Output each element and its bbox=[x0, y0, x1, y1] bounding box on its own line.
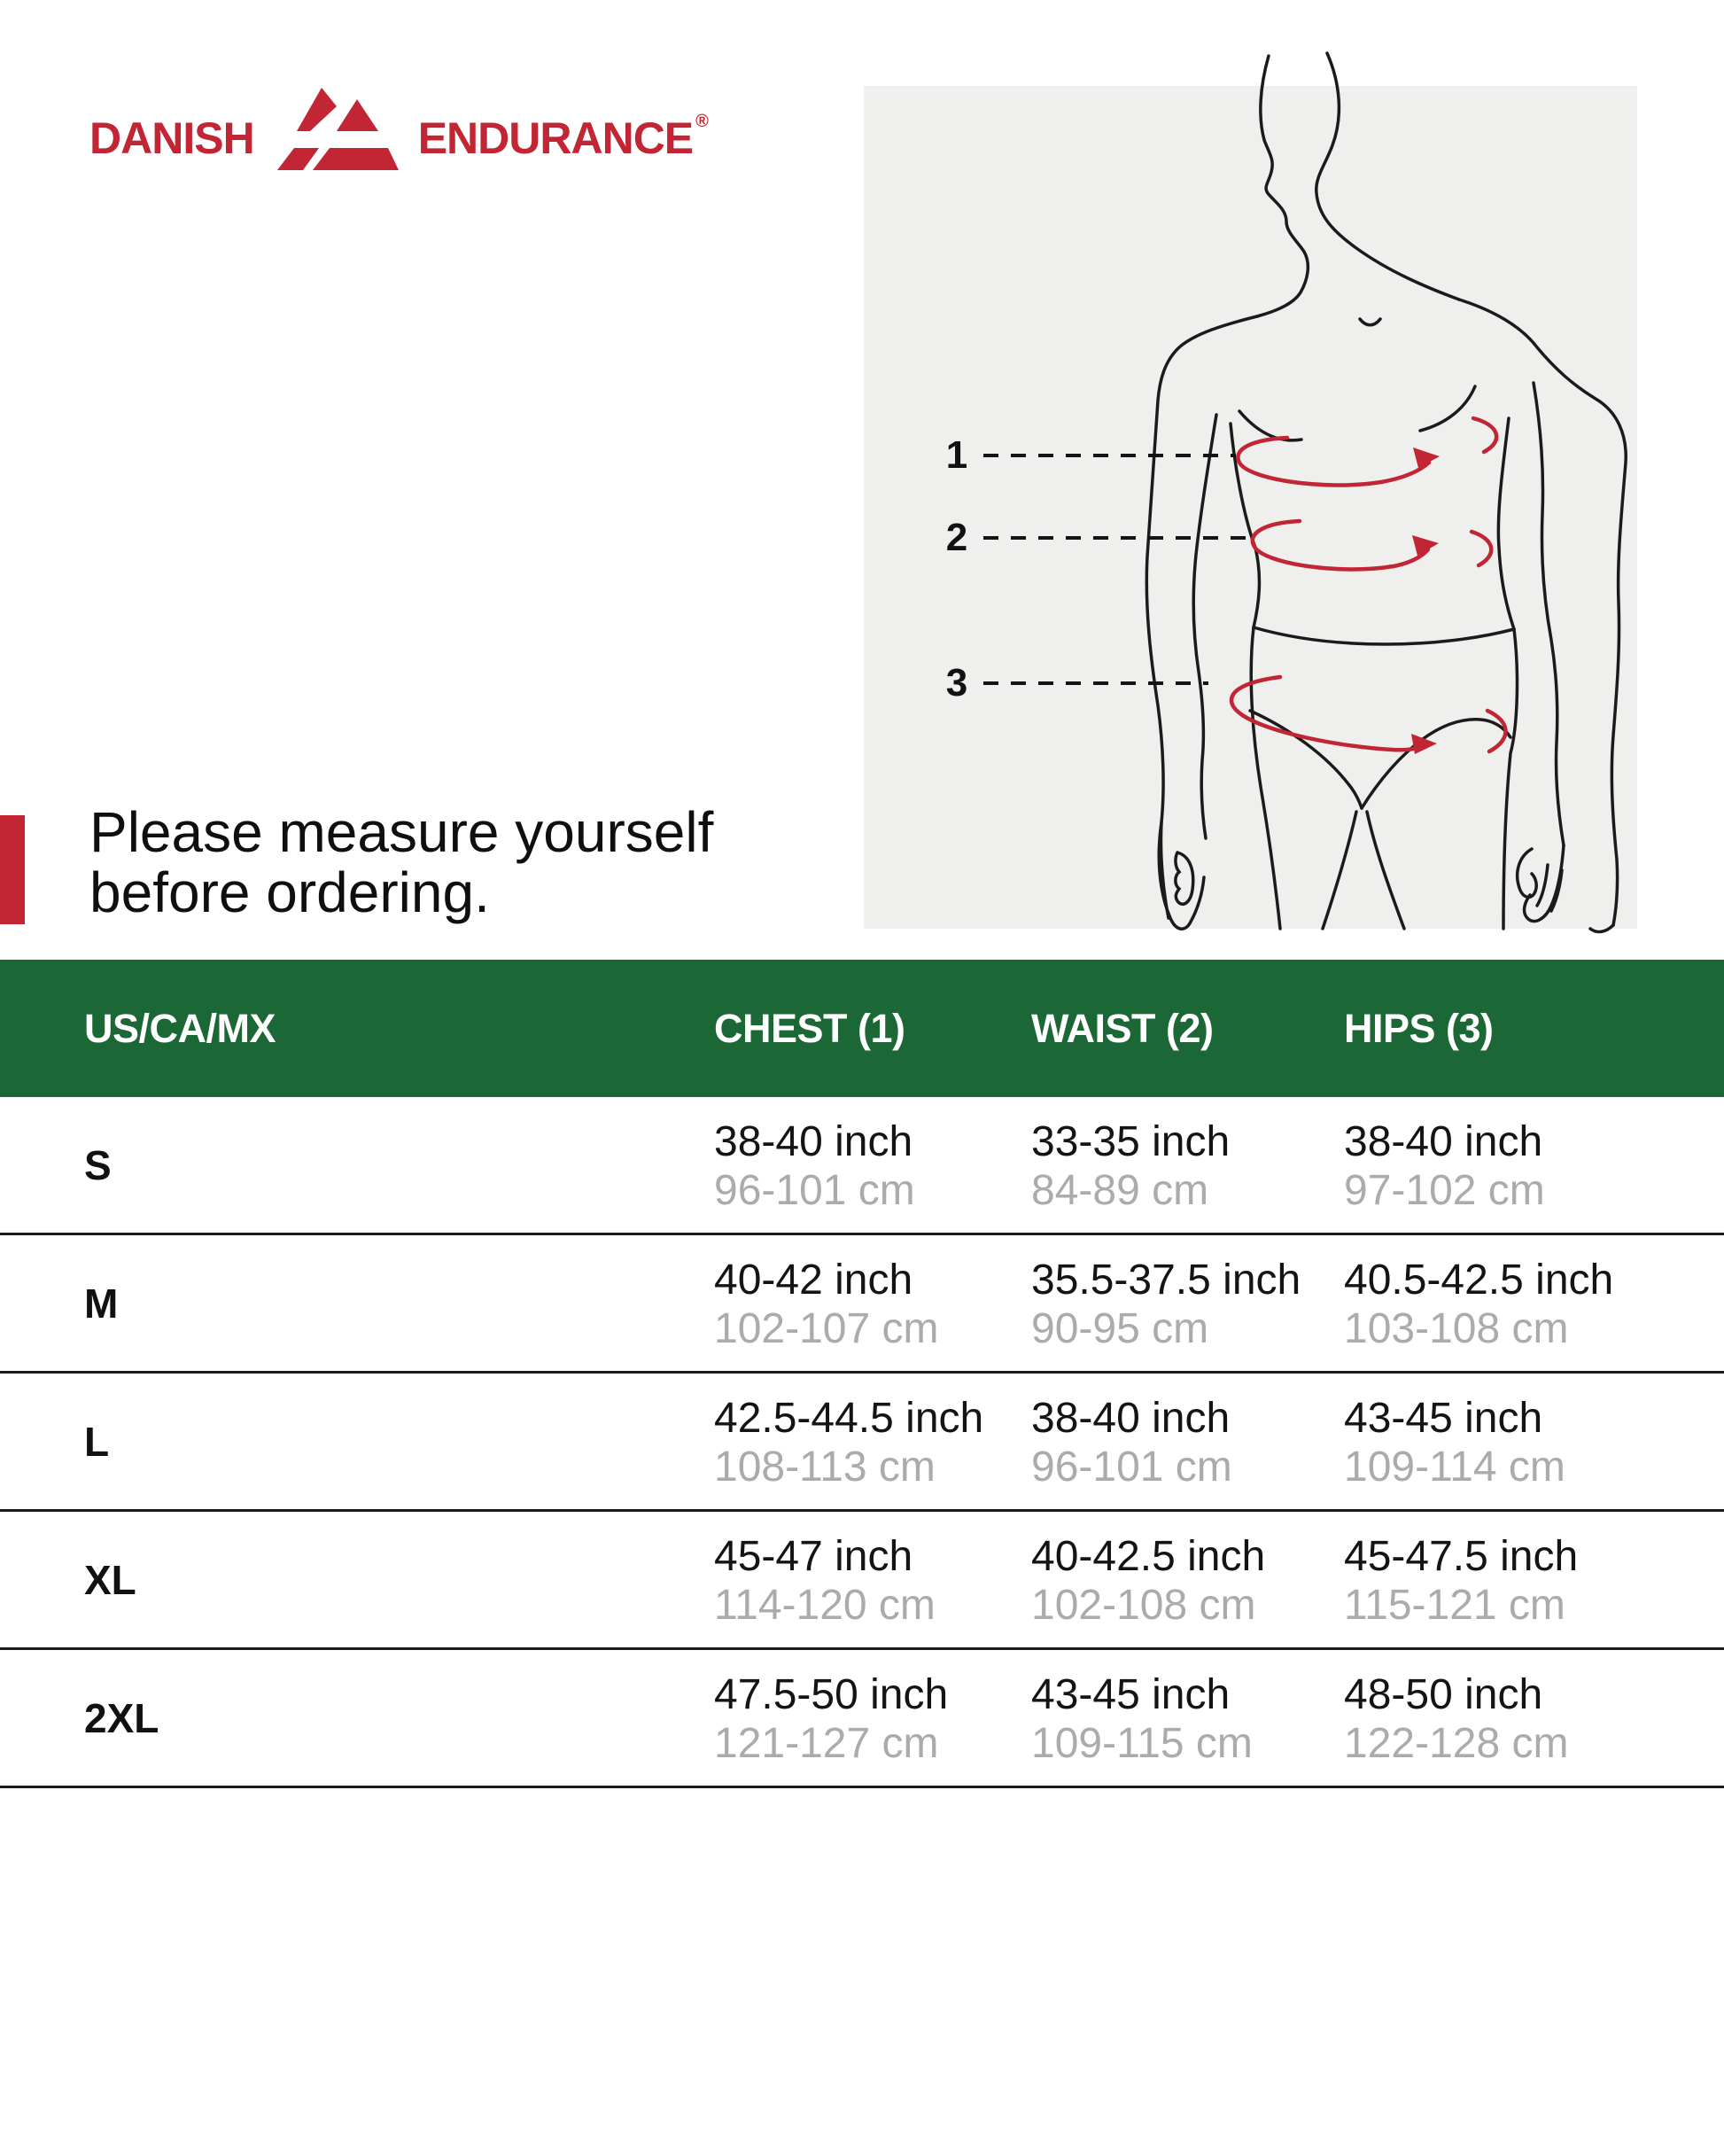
table-row bbox=[0, 1374, 1724, 1512]
hips-inch-value: 45-47.5 inch bbox=[1344, 1532, 1579, 1580]
hips-cm-value: 97-102 cm bbox=[1344, 1166, 1545, 1214]
brand-logo bbox=[89, 84, 709, 170]
waist-cm-value: 96-101 cm bbox=[1031, 1443, 1232, 1491]
measure-message bbox=[89, 802, 713, 922]
waist-cm-value: 84-89 cm bbox=[1031, 1166, 1209, 1214]
brand-word-danish: DANISH bbox=[89, 113, 254, 163]
chest-cell bbox=[714, 1097, 1031, 1233]
table-row bbox=[0, 1097, 1724, 1235]
mountain-logo-icon bbox=[277, 84, 399, 170]
size-label: S bbox=[84, 1141, 112, 1188]
chest-cm-value: 114-120 cm bbox=[714, 1581, 936, 1629]
waist-cell bbox=[1031, 1650, 1344, 1786]
waist-inch-value: 33-35 inch bbox=[1031, 1117, 1231, 1165]
chest-cm-value: 96-101 cm bbox=[714, 1166, 915, 1214]
chest-inch-value: 47.5-50 inch bbox=[714, 1670, 949, 1718]
waist-inch-value: 35.5-37.5 inch bbox=[1031, 1256, 1301, 1304]
hips-cell bbox=[1344, 1512, 1724, 1647]
size-label: 2XL bbox=[84, 1694, 159, 1741]
header-hips: HIPS (3) bbox=[1344, 1005, 1494, 1051]
registered-trademark-symbol: ® bbox=[695, 112, 709, 131]
brand-word-endurance: ENDURANCE bbox=[417, 113, 694, 163]
waist-cell bbox=[1031, 1512, 1344, 1647]
waist-inch-value: 43-45 inch bbox=[1031, 1670, 1231, 1718]
table-row bbox=[0, 1235, 1724, 1374]
measure-arrow-chest bbox=[1238, 418, 1496, 485]
chest-cm-value: 102-107 cm bbox=[714, 1304, 939, 1352]
measure-message-line1: Please measure yourself bbox=[89, 800, 714, 864]
waist-inch-value: 38-40 inch bbox=[1031, 1394, 1231, 1442]
chest-cell bbox=[714, 1374, 1031, 1509]
marker-number-waist: 2 bbox=[945, 516, 968, 559]
waist-cell bbox=[1031, 1374, 1344, 1509]
body-measurement-diagram bbox=[864, 53, 1637, 930]
hips-cm-value: 115-121 cm bbox=[1344, 1581, 1565, 1629]
size-table bbox=[0, 960, 1724, 1788]
hips-cm-value: 103-108 cm bbox=[1344, 1304, 1569, 1352]
hips-cell bbox=[1344, 1650, 1724, 1786]
measure-leader-lines bbox=[983, 455, 1246, 683]
hips-inch-value: 40.5-42.5 inch bbox=[1344, 1256, 1614, 1304]
size-label: XL bbox=[84, 1556, 136, 1603]
table-row bbox=[0, 1512, 1724, 1650]
waist-cm-value: 90-95 cm bbox=[1031, 1304, 1209, 1352]
chest-cm-value: 121-127 cm bbox=[714, 1719, 939, 1767]
waist-cm-value: 109-115 cm bbox=[1031, 1719, 1253, 1767]
chest-cm-value: 108-113 cm bbox=[714, 1443, 936, 1491]
waist-cell bbox=[1031, 1235, 1344, 1371]
waist-cm-value: 102-108 cm bbox=[1031, 1581, 1256, 1629]
waist-cell bbox=[1031, 1097, 1344, 1233]
body-outline-figure bbox=[1146, 53, 1626, 931]
hips-inch-value: 38-40 inch bbox=[1344, 1117, 1543, 1165]
chest-cell bbox=[714, 1235, 1031, 1371]
table-row bbox=[0, 1650, 1724, 1788]
red-accent-bar bbox=[0, 815, 25, 924]
measure-arrow-hips bbox=[1231, 677, 1506, 754]
hips-inch-value: 48-50 inch bbox=[1344, 1670, 1543, 1718]
header-chest: CHEST (1) bbox=[714, 1005, 905, 1051]
size-label: M bbox=[84, 1280, 119, 1327]
header-waist: WAIST (2) bbox=[1031, 1005, 1214, 1051]
size-label: L bbox=[84, 1418, 110, 1465]
marker-number-chest: 1 bbox=[945, 433, 968, 477]
chest-inch-value: 40-42 inch bbox=[714, 1256, 913, 1304]
hips-cm-value: 109-114 cm bbox=[1344, 1443, 1565, 1491]
waist-inch-value: 40-42.5 inch bbox=[1031, 1532, 1266, 1580]
chest-inch-value: 38-40 inch bbox=[714, 1117, 913, 1165]
hips-cell bbox=[1344, 1235, 1724, 1371]
chest-cell bbox=[714, 1512, 1031, 1647]
chest-cell bbox=[714, 1650, 1031, 1786]
hips-inch-value: 43-45 inch bbox=[1344, 1394, 1543, 1442]
hips-cm-value: 122-128 cm bbox=[1344, 1719, 1569, 1767]
size-table-header bbox=[0, 960, 1724, 1097]
measure-arrow-waist bbox=[1253, 521, 1491, 569]
header-region: US/CA/MX bbox=[84, 1005, 276, 1051]
marker-number-hips: 3 bbox=[945, 661, 968, 704]
chest-inch-value: 42.5-44.5 inch bbox=[714, 1394, 984, 1442]
measure-message-line2: before ordering. bbox=[89, 860, 490, 924]
hips-cell bbox=[1344, 1097, 1724, 1233]
hips-cell bbox=[1344, 1374, 1724, 1509]
chest-inch-value: 45-47 inch bbox=[714, 1532, 913, 1580]
